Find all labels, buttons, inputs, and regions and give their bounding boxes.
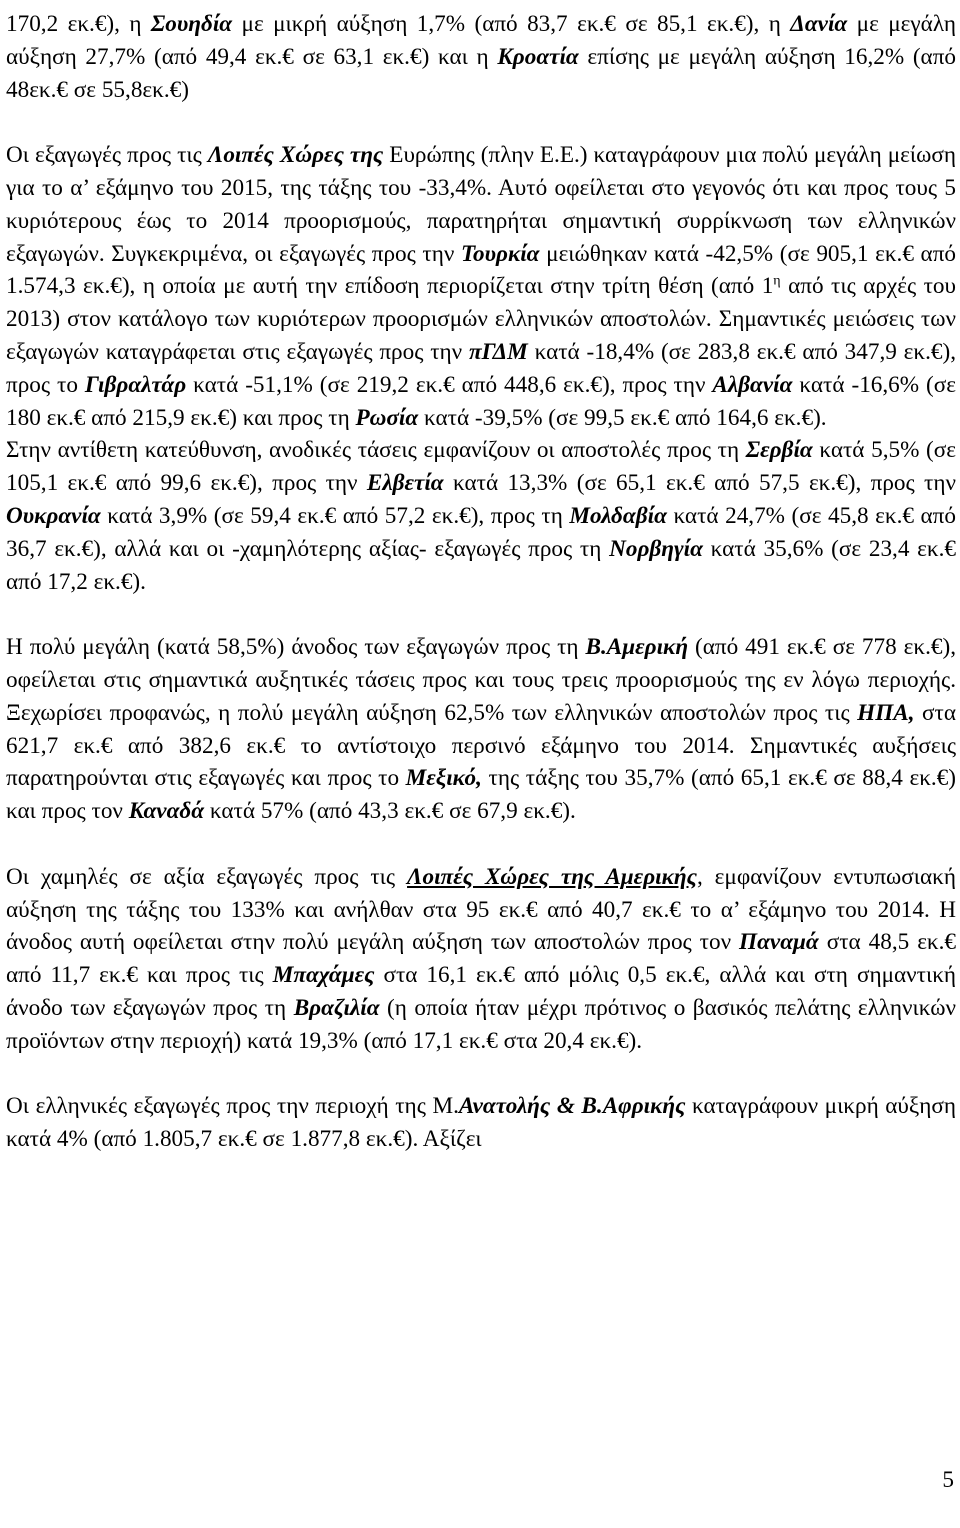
region-name: Λοιπές Χώρες της Αμερικής [407,863,697,890]
text: (η οποία ήταν μέχρι πρότινος ο βασικός πελάτης ελληνικών προϊόντων στην περιοχή) κατά 19,3% (από 17,1 εκ.€ στα 20,4 εκ.€). [6,994,957,1054]
text: κατά 57% (από 43,3 εκ.€ σε 67,9 εκ.€). [204,798,576,825]
text: με μικρή αύξηση 1,7% (από 83,7 εκ.€ σε 85,1 εκ.€), η [232,11,791,37]
text: κατά 13,3% (σε 65,1 εκ.€ από 57,5 εκ.€), προς την [443,470,956,497]
text: επίσης με μεγάλη αύξηση 16,2% (από 48εκ.€ σε 55,8εκ.€) [6,43,957,103]
text: κατά 24,7% (σε 45,8 εκ.€ από 36,7 εκ.€), αλλά και οι -χαμηλότερης αξίας- εξαγωγές προς τη [6,502,956,562]
text: Η πολύ μεγάλη (κατά 58,5%) άνοδος των εξαγωγών προς τη [6,634,586,661]
paragraph-mena [6,1090,956,1156]
text: κατά -18,4% (σε 283,8 εκ.€ από 347,9 εκ.€), προς το [6,338,956,398]
text: , εμφανίζουν εντυπωσιακή αύξηση της τάξης του 133% και ανήλθαν στα 95 εκ.€ από 40,7 εκ.€ το α’ εξάμηνο του 2014. Η άνοδος αυτή οφείλεται στην πολύ μεγάλη αύξηση των αποστολών προς τον [6,863,956,956]
country-name: Κροατία [497,43,579,70]
country-name: Ουκρανία [6,502,101,529]
page-number: 5 [942,1467,954,1493]
paragraph-other-europe [6,139,956,598]
text: Οι εξαγωγές προς τις [6,142,208,169]
country-name: ΗΠΑ, [857,699,915,726]
text: με μεγάλη αύξηση 27,7% (από 49,4 εκ.€ σε 63,1 εκ.€) και η [6,11,956,70]
country-name: Δανία [790,11,848,37]
country-name: Ελβετία [366,470,444,497]
document-page [6,0,956,1156]
paragraph-north-america [6,631,956,828]
country-name: πΓΔΜ [468,338,528,365]
text: κατά 3,9% (σε 59,4 εκ.€ από 57,2 εκ.€), προς τη [100,502,570,529]
country-name: Τουρκία [461,240,540,267]
paragraph-other-america [6,861,956,1058]
country-name: Μεξικό, [405,765,482,792]
text: Ευρώπης (πλην Ε.Ε.) καταγράφουν μια πολύ μεγάλη μείωση για το α’ εξάμηνο του 2015, της τάξης του -33,4%. Αυτό οφείλεται στο γεγονός ότι και προς τους 5 κυριότερους έως το 2014 προορισμούς, παρατηρήται σημαντική συρρίκνωση των ελληνικών εξαγωγών. Συγκεκριμένα, οι εξαγωγές προς την [6,142,956,267]
country-name: Σουηδία [150,11,233,37]
text: της τάξης του 35,7% (από 65,1 εκ.€ σε 88,4 εκ.€) και προς τον [6,765,957,825]
text: Οι ελληνικές εξαγωγές προς την περιοχή της Μ. [6,1093,459,1120]
text: 170,2 εκ.€), η [6,11,151,37]
text: στα 621,7 εκ.€ από 382,6 εκ.€ το αντίστοιχο περσινό εξάμηνο του 2014. Σημαντικές αυξήσεις παρατηρούνται στις εξαγωγές και προς το [6,699,956,792]
text: κατά 5,5% (σε 105,1 εκ.€ από 99,6 εκ.€), προς την [6,437,956,497]
country-name: Βραζιλία [293,994,380,1021]
country-name: Νορβηγία [609,535,703,562]
text: (από 491 εκ.€ σε 778 εκ.€), οφείλεται στις σημαντικά αυξητικές τάσεις προς και τους τρεις προορισμούς της εν λόγω περιοχής. Ξεχωρίσει προφανώς, η πολύ μεγάλη αύξηση 62,5% των ελληνικών αποστολών προς τις [6,634,956,726]
country-name: Αλβανία [712,371,793,398]
country-name: Παναμά [739,929,819,956]
text: Οι χαμηλές σε αξία εξαγωγές προς τις [6,863,408,890]
region-name: Ανατολής & Β.Αφρικής [458,1093,686,1120]
paragraph-nordic-exports [6,8,956,106]
text: μειώθηκαν κατά -42,5% (σε 905,1 εκ.€ από 1.574,3 εκ.€), η οποία με αυτή την επίδοση περιορίζεται στην τρίτη θέση (από 1 [6,240,956,300]
country-name: Σερβία [745,437,813,464]
country-name: Ρωσία [355,404,419,431]
text: στα 48,5 εκ.€ από 11,7 εκ.€ και προς τις [6,929,957,989]
country-name: Γιβραλτάρ [84,371,187,398]
country-name: Μολδαβία [569,502,667,529]
region-name: Λοιπές Χώρες της [207,142,384,169]
country-name: Καναδά [128,798,205,825]
text: κατά -16,6% (σε 180 εκ.€ από 215,9 εκ.€) και προς τη [6,371,957,431]
text: κατά -51,1% (σε 219,2 εκ.€ από 448,6 εκ.€), προς την [186,371,713,398]
text: στα 16,1 εκ.€ από μόλις 0,5 εκ.€, αλλά και στη σημαντική άνοδο των εξαγωγών προς τη [6,962,956,1021]
region-name: Β.Αμερική [585,634,689,661]
text: καταγράφουν μικρή αύξηση κατά 4% (από 1.805,7 εκ.€ σε 1.877,8 εκ.€). Αξίζει [6,1093,956,1153]
superscript: η [773,273,781,289]
country-name: Μπαχάμες [272,962,375,989]
text: κατά -39,5% (σε 99,5 εκ.€ από 164,6 εκ.€). [418,404,827,431]
text: κατά 35,6% (σε 23,4 εκ.€ από 17,2 εκ.€). [6,535,956,595]
text: Στην αντίθετη κατεύθυνση, ανοδικές τάσεις εμφανίζουν οι αποστολές προς τη [6,437,746,464]
text: από τις αρχές του 2013) στον κατάλογο των κυριότερων προορισμών ελληνικών αποστολών. Σημαντικές μειώσεις των εξαγωγών καταγράφεται στις εξαγωγές προς την [6,273,956,365]
